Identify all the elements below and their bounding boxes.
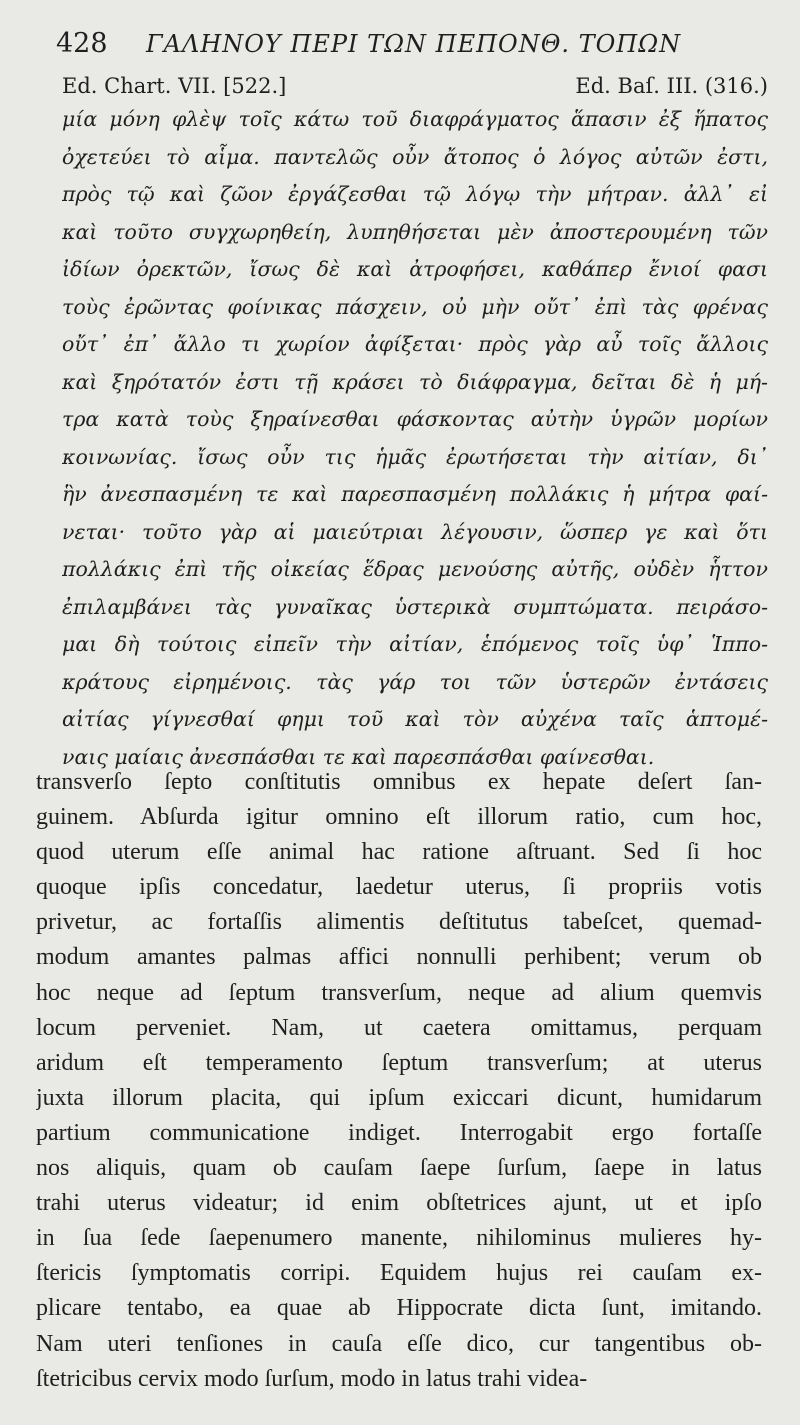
latin-text-line: hoc neque ad ſeptum transverſum, neque ad alium quemvis	[36, 979, 762, 1006]
running-title: ΓΑΛΗΝΟΥ ΠΕΡΙ ΤΩΝ ΠΕΠΟΝΘ. ΤΟΠΩΝ	[146, 30, 682, 58]
greek-text-line: μία μόνη φλὲψ τοῖς κάτω τοῦ διαφράγματος ἅπασιν ἐξ ἥπατος	[62, 107, 768, 131]
latin-text-line: nos aliquis, quam ob cauſam ſaepe ſurſum, ſaepe in latus	[36, 1155, 762, 1182]
greek-text-line: πρὸς τῷ καὶ ζῶον ἐργάζεσθαι τῷ λόγῳ τὴν μήτραν. ἀλλ᾽ εἰ	[62, 182, 768, 206]
greek-text-line: ἐπιλαμβάνει τὰς γυναῖκας ὑστερικὰ συμπτώματα. πειράσο-	[62, 594, 768, 619]
greek-text-line: ἣν ἀνεσπασμένη τε καὶ παρεσπασμένη πολλάκις ἡ μήτρα φαί-	[62, 482, 768, 506]
greek-text-line: νεται· τοῦτο γὰρ αἱ μαιεύτριαι λέγουσιν, ὥσπερ γε καὶ ὅτι	[62, 519, 768, 544]
greek-text-line: καὶ ξηρότατόν ἐστι τῇ κράσει τὸ διάφραγμα, δεῖται δὲ ἡ μή-	[62, 369, 768, 394]
page-number: 428	[56, 28, 108, 59]
latin-text-line: quoque ipſis concedatur, laedetur uterus, ſi propriis votis	[36, 874, 762, 901]
latin-text-line: quod uterum eſſe animal hac ratione aſtruant. Sed ſi hoc	[36, 839, 762, 866]
greek-text-line: αἰτίας γίγνεσθαί φημι τοῦ καὶ τὸν αὐχένα ταῖς ἁπτομέ-	[62, 707, 768, 731]
greek-text-line: κοινωνίας. ἴσως οὖν τις ἡμᾶς ἐρωτήσεται τὴν αἰτίαν, δι᾽	[62, 444, 768, 469]
greek-text-block	[62, 101, 768, 776]
latin-text-line: modum amantes palmas affici nonnulli perhibent; verum ob	[36, 944, 762, 971]
greek-text-line: κράτους εἰρημένοις. τὰς γάρ τοι τῶν ὑστερῶν ἐντάσεις	[62, 669, 768, 694]
latin-text-line: privetur, ac fortaſſis alimentis deſtitutus tabeſcet, quemad-	[36, 909, 762, 936]
latin-text-line: juxta illorum placita, qui ipſum exiccari dicunt, humidarum	[36, 1084, 762, 1111]
greek-text-line: ὀχετεύει τὸ αἷμα. παντελῶς οὖν ἄτοπος ὁ λόγος αὐτῶν ἐστι,	[62, 144, 768, 169]
latin-text-line: locum perveniet. Nam, ut caetera omittamus, perquam	[36, 1014, 762, 1041]
greek-text-line: μαι δὴ τούτοις εἰπεῖν τὴν αἰτίαν, ἑπόμενος τοῖς ὑφ᾽ Ἱππο-	[62, 632, 768, 656]
latin-text-line: in ſua ſede ſaepenumero manente, nihilominus mulieres hy-	[36, 1225, 762, 1252]
latin-text-line: partium communicatione indiget. Interrogabit ergo fortaſſe	[36, 1119, 762, 1146]
greek-text-line: τρα κατὰ τοὺς ξηραίνεσθαι φάσκοντας αὐτὴν ὑγρῶν μορίων	[62, 407, 768, 431]
greek-text-line: ἰδίων ὀρεκτῶν, ἴσως δὲ καὶ ἀτροφήσει, καθάπερ ἔνιοί φασι	[62, 257, 768, 281]
latin-text-block	[36, 765, 762, 1397]
greek-text-line: καὶ τοῦτο συγχωρηθείη, λυπηθήσεται μὲν ἀποστερουμένη τῶν	[62, 219, 768, 244]
greek-text-line: τοὺς ἐρῶντας φοίνικας πάσχειν, οὐ μὴν οὔτ᾽ ἐπὶ τὰς φρένας	[62, 294, 768, 319]
latin-text-line: transverſo ſepto conſtitutis omnibus ex hepate deſert ſan-	[36, 769, 762, 795]
edition-references	[62, 74, 768, 98]
latin-text-line: ſtericis ſymptomatis corripi. Equidem hujus rei cauſam ex-	[36, 1260, 762, 1287]
latin-text-line: guinem. Abſurda igitur omnino eſt illorum ratio, cum hoc,	[36, 804, 762, 831]
latin-text-line: aridum eſt temperamento ſeptum transverſum; at uterus	[36, 1049, 762, 1076]
greek-text-line: οὔτ᾽ ἐπ᾽ ἄλλο τι χωρίον ἀφίξεται· πρὸς γὰρ αὖ τοῖς ἄλλοις	[62, 332, 768, 356]
latin-text-line: ſtetricibus cervix modo ſurſum, modo in latus trahi videa-	[36, 1365, 588, 1392]
latin-text-line: plicare tentabo, ea quae ab Hippocrate dicta ſunt, imitando.	[36, 1295, 762, 1322]
page-header	[56, 28, 746, 59]
latin-text-line: Nam uteri tenſiones in cauſa eſſe dico, cur tangentibus ob-	[36, 1330, 762, 1357]
greek-text-line: πολλάκις ἐπὶ τῆς οἰκείας ἕδρας μενούσης αὐτῆς, οὐδὲν ἧττον	[62, 557, 768, 581]
latin-text-line: trahi uterus videatur; id enim obſtetrices ajunt, ut et ipſo	[36, 1190, 762, 1217]
greek-text-line: ναις μαίαις ἀνεσπάσθαι τε καὶ παρεσπάσθαι φαίνεσθαι.	[62, 744, 655, 769]
edition-basel: Ed. Baſ. III. (316.)	[575, 74, 768, 98]
edition-chartier: Ed. Chart. VII. [522.]	[62, 74, 287, 98]
